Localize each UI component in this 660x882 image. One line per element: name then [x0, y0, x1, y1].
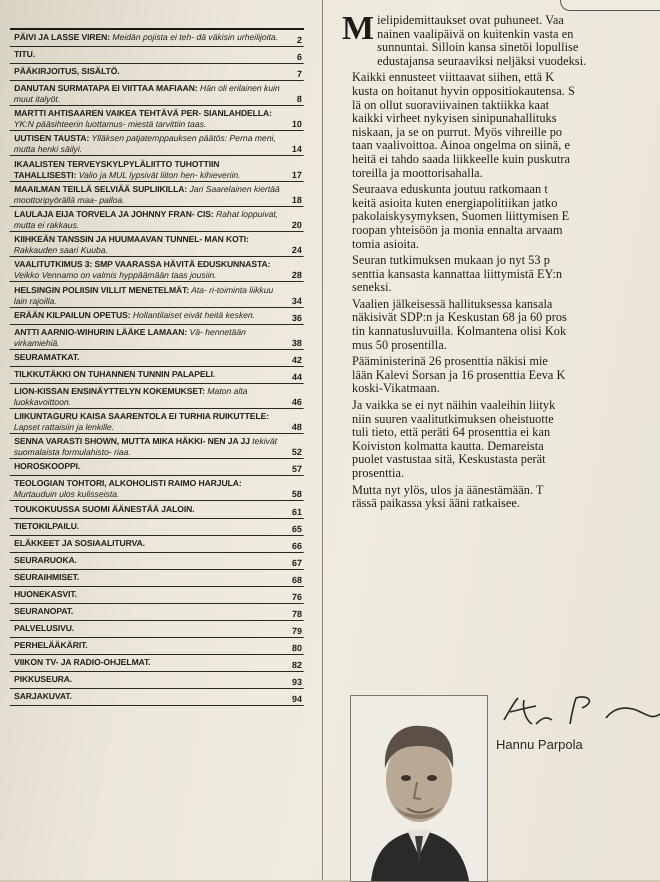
- toc-description: Ata- ri-toiminta liikkuu lain rajoilla.: [14, 285, 274, 306]
- toc-headline: HOROSKOOPPI.: [14, 461, 80, 471]
- toc-page-number: 61: [292, 507, 302, 517]
- toc-headline: PERHELÄÄKÄRIT.: [14, 640, 88, 650]
- toc-page-number: 79: [292, 626, 302, 636]
- author-photo: [350, 695, 488, 882]
- toc-headline: UUTISEN TAUSTA:: [14, 133, 89, 143]
- article-line: niskaan, ja se on purrut. Myös vihreille po: [342, 126, 660, 140]
- toc-page-number: 24: [292, 245, 302, 255]
- toc-page-number: 34: [292, 296, 302, 306]
- article-paragraph: [342, 183, 660, 251]
- article-line: Vaalien jälkeisessä hallituksessa kansala: [342, 298, 660, 312]
- toc-description: Ylläksen patjatemppauksen päätös: Perna meni, mutta henki säilyi.: [14, 133, 276, 154]
- toc-description: YK:N pääsihteerin luottamus- miestä tarvittiin taas.: [14, 119, 207, 129]
- toc-description: Valio ja MUL lypsivät liiton hen- kihieveriin.: [76, 169, 241, 179]
- article-line: tuli tieto, että peräti 64 prosenttia ei kan: [342, 426, 660, 440]
- toc-page-number: 80: [292, 643, 302, 653]
- toc-item: [10, 604, 305, 621]
- toc-item: [10, 182, 305, 207]
- toc-headline: SEURAIHMISET.: [14, 572, 79, 582]
- toc-text: [14, 572, 302, 583]
- editorial-article: [342, 14, 660, 514]
- article-line: Ja vaikka se ei nyt näihin vaaleihin liityk: [342, 399, 660, 413]
- toc-headline: SENNA VARASTI SHOWN, MUTTA MIKA HÄKKI- NEN JA JJ: [14, 436, 250, 446]
- toc-item: [10, 157, 305, 182]
- toc-item: [10, 47, 305, 64]
- article-line: koski-Vikatmaan.: [342, 382, 660, 396]
- toc-headline: LAULAJA EIJA TORVELA JA JOHNNY FRAN- CIS:: [14, 209, 214, 219]
- toc-item: [10, 232, 305, 257]
- article-paragraph: [342, 355, 660, 396]
- toc-text: [14, 691, 302, 702]
- toc-headline: TOUKOKUUSSA SUOMI ÄÄNESTÄÄ JALOIN.: [14, 504, 195, 514]
- toc-item: [10, 621, 305, 638]
- toc-description: Veikko Vennamo on valmis hyppäämään taas jousiin.: [14, 270, 217, 280]
- article-line: seneksi.: [342, 281, 660, 295]
- toc-text: [14, 461, 302, 472]
- toc-text: [14, 623, 302, 634]
- toc-text: [14, 369, 302, 380]
- toc-headline: TITU.: [14, 49, 35, 59]
- table-of-contents: [10, 28, 304, 706]
- toc-headline: ANTTI AARNIO-WIHURIN LÄÄKE LAMAAN:: [14, 327, 187, 337]
- toc-page-number: 17: [292, 170, 302, 180]
- toc-item: [10, 672, 305, 689]
- toc-page-number: 42: [292, 355, 302, 365]
- toc-item: [10, 384, 305, 409]
- toc-item: [10, 459, 305, 476]
- toc-text: [14, 674, 302, 685]
- article-line: keitä asioita kuten energiapolitiikan jatko: [342, 197, 660, 211]
- article-line: rässä paikassa yksi ääni ratkaisee.: [342, 497, 660, 511]
- toc-text: [14, 32, 302, 43]
- toc-item: [10, 308, 305, 325]
- toc-headline: IKAALISTEN TERVEYSKYLPYLÄLIITTO TUHOTTIIN TAHALLISESTI:: [14, 159, 220, 180]
- article-paragraph: [342, 71, 660, 180]
- article-line: lään Kalevi Sorsan ja 16 prosenttia Eeva K: [342, 369, 660, 383]
- toc-headline: VAALITUTKIMUS 3: SMP VAARASSA HÄVITÄ EDUSKUNNASTA:: [14, 259, 271, 269]
- toc-item: [10, 64, 305, 81]
- toc-text: [14, 310, 302, 321]
- toc-text: [14, 478, 303, 499]
- toc-page-number: 58: [292, 490, 302, 500]
- article-line: toreilla ja moottorisahalla.: [342, 167, 660, 181]
- toc-text: [14, 606, 302, 617]
- toc-item: [10, 502, 305, 519]
- toc-text: [14, 504, 302, 515]
- toc-page-number: 46: [292, 397, 302, 407]
- toc-headline: SARJAKUVAT.: [14, 691, 72, 701]
- toc-text: [14, 352, 302, 363]
- toc-text: [14, 327, 303, 348]
- toc-item: [10, 587, 305, 604]
- article-line: taan vaalivoittoa. Ainoa ongelma on siinä, e: [342, 139, 660, 153]
- toc-headline: TEOLOGIAN TOHTORI, ALKOHOLISTI RAIMO HARJULA:: [14, 478, 242, 488]
- article-line: tin kannatusluvuilla. Kolmantena olisi Kok: [342, 325, 660, 339]
- toc-item: [10, 570, 305, 587]
- toc-text: [14, 657, 302, 668]
- drop-cap: M: [342, 15, 374, 43]
- toc-text: [14, 83, 303, 104]
- article-line: kaikki virheet nykyisen sinipunahallituks: [342, 112, 660, 126]
- article-line: senttia kansasta kannattaa liittymistä EY:n: [342, 268, 660, 282]
- toc-text: [14, 133, 303, 154]
- toc-item: [10, 283, 305, 308]
- toc-headline: ELÄKKEET JA SOSIAALITURVA.: [14, 538, 145, 548]
- toc-page-number: 7: [297, 69, 302, 79]
- toc-item: [10, 131, 305, 156]
- toc-text: [14, 49, 302, 60]
- toc-text: [14, 234, 303, 255]
- toc-item: [10, 655, 305, 672]
- toc-item: [10, 350, 305, 367]
- toc-page-number: 38: [292, 338, 302, 348]
- toc-page-number: 48: [292, 422, 302, 432]
- toc-page-number: 18: [292, 195, 302, 205]
- article-line: tomia asioita.: [342, 238, 660, 252]
- signature-caption: Hannu Parpola: [496, 737, 583, 752]
- toc-headline: LION-KISSAN ENSINÄYTTELYN KOKEMUKSET:: [14, 386, 205, 396]
- toc-description: Hän oli erilainen kuin muut italyöt.: [14, 83, 280, 104]
- article-paragraph: [342, 399, 660, 481]
- toc-text: [14, 555, 302, 566]
- toc-page-number: 66: [292, 541, 302, 551]
- toc-page-number: 28: [292, 271, 302, 281]
- toc-page-number: 2: [297, 35, 302, 45]
- toc-text: [14, 386, 303, 407]
- toc-item: [10, 81, 305, 106]
- toc-description: Vä- hennetään virkamiehiä.: [14, 327, 246, 348]
- toc-headline: PÄIVI JA LASSE VIREN:: [14, 32, 110, 42]
- toc-item: [10, 106, 305, 131]
- toc-text: [14, 521, 302, 532]
- toc-page-number: 8: [297, 94, 302, 104]
- toc-item: [10, 689, 305, 706]
- toc-text: [14, 411, 303, 432]
- toc-item: [10, 409, 305, 434]
- toc-page-number: 67: [292, 558, 302, 568]
- toc-text: [14, 66, 302, 77]
- toc-page-number: 6: [297, 52, 302, 62]
- toc-page-number: 14: [292, 145, 302, 155]
- toc-item: [10, 638, 305, 655]
- toc-item: [10, 30, 305, 47]
- toc-page-number: 20: [292, 220, 302, 230]
- toc-item: [10, 257, 305, 282]
- signature: [496, 690, 660, 732]
- toc-page-number: 76: [292, 592, 302, 602]
- toc-headline: TIETOKILPAILU.: [14, 521, 79, 531]
- toc-item: [10, 434, 305, 459]
- article-line: heitä ei tahdo saada liikkeelle kuin puskutra: [342, 153, 660, 167]
- toc-page-number: 10: [292, 119, 302, 129]
- article-paragraph: [377, 14, 660, 68]
- toc-text: [14, 640, 302, 651]
- toc-page-number: 36: [292, 313, 302, 323]
- toc-description: Jari Saarelainen kiertää moottoripyörällä maa- palloa.: [14, 184, 280, 205]
- portrait-illustration: [351, 696, 487, 881]
- toc-page-number: 82: [292, 660, 302, 670]
- toc-headline: MARTTI AHTISAAREN VAIKEA TEHTÄVÄ PER- SIANLAHDELLA:: [14, 108, 272, 118]
- toc-description: Murtauduin ulos kulisseista.: [14, 489, 120, 499]
- article-line: Pääministerinä 26 prosenttia näkisi mie: [342, 355, 660, 369]
- article-line: niin suuren vaalitutkimuksen oheistuotte: [342, 413, 660, 427]
- toc-headline: KIIHKEÄN TANSSIN JA HUUMAAVAN TUNNEL- MAN KOTI:: [14, 234, 249, 244]
- toc-page-number: 52: [292, 447, 302, 457]
- toc-text: [14, 589, 302, 600]
- toc-headline: PALVELUSIVU.: [14, 623, 74, 633]
- toc-page-number: 68: [292, 575, 302, 585]
- toc-headline: PIKKUSEURA.: [14, 674, 72, 684]
- article-line: Koiviston kolmatta kautta. Demareista: [342, 440, 660, 454]
- toc-headline: HELSINGIN POLIISIN VILLIT MENETELMÄT:: [14, 285, 189, 295]
- toc-headline: TILKKUTÄKKI ON TUHANNEN TUNNIN PALAPELI.: [14, 369, 215, 379]
- article-line: roopan yhteisöön ja monia ennalta arvaam: [342, 224, 660, 238]
- article-line: Kaikki ennusteet viittaavat siihen, että K: [342, 71, 660, 85]
- article-line: näkisivät SDP:n ja Keskustan 68 ja 60 pros: [342, 311, 660, 325]
- toc-headline: SEURAMATKAT.: [14, 352, 80, 362]
- toc-headline: PÄÄKIRJOITUS, SISÄLTÖ.: [14, 66, 120, 76]
- toc-description: Hollantilaiset eivät heitä kesken.: [130, 310, 255, 320]
- column-divider: [322, 0, 323, 880]
- toc-page-number: 65: [292, 524, 302, 534]
- toc-text: [14, 184, 303, 205]
- toc-text: [14, 538, 302, 549]
- toc-item: [10, 207, 305, 232]
- toc-headline: MAAILMAN TEILLÄ SELVIÄÄ SUPLIIKILLA:: [14, 184, 187, 194]
- toc-text: [14, 159, 303, 180]
- article-line: ielipidemittaukset ovat puhuneet. Vaa: [377, 14, 660, 28]
- toc-item: [10, 325, 305, 350]
- toc-description: tekivät suomalaista formulahisto- riaa.: [14, 436, 278, 457]
- article-line: sunnuntai. Silloin kansa sinetöi lopullise: [377, 41, 660, 55]
- toc-page-number: 57: [292, 464, 302, 474]
- article-line: Mutta nyt ylös, ulos ja äänestämään. T: [342, 484, 660, 498]
- toc-text: [14, 436, 303, 457]
- article-paragraph: [342, 484, 660, 511]
- toc-headline: HUONEKASVIT.: [14, 589, 77, 599]
- toc-item: [10, 553, 305, 570]
- toc-headline: ERÄÄN KILPAILUN OPETUS:: [14, 310, 131, 320]
- toc-page-number: 94: [292, 694, 302, 704]
- toc-item: [10, 476, 305, 501]
- article-line: Seuran tutkimuksen mukaan jo nyt 53 p: [342, 254, 660, 268]
- toc-headline: VIIKON TV- JA RADIO-OHJELMAT.: [14, 657, 151, 667]
- article-paragraph: [342, 298, 660, 352]
- toc-description: Meidän pojista ei teh- dä väkisin urheilijoita.: [110, 32, 279, 42]
- toc-headline: SEURARUOKA.: [14, 555, 77, 565]
- toc-page-number: 78: [292, 609, 302, 619]
- toc-text: [14, 108, 303, 129]
- article-line: kusta on hoitanut hyvin oppositiokautensa. S: [342, 85, 660, 99]
- toc-headline: DANUTAN SURMATAPA EI VIITTAA MAFIAAN:: [14, 83, 198, 93]
- article-line: Seuraava eduskunta joutuu ratkomaan t: [342, 183, 660, 197]
- toc-item: [10, 536, 305, 553]
- article-paragraph: [342, 254, 660, 295]
- toc-text: [14, 259, 303, 280]
- toc-page-number: 93: [292, 677, 302, 687]
- toc-item: [10, 367, 305, 384]
- toc-text: [14, 285, 303, 306]
- article-line: puolet vastustaa sitä, Keskustasta perät: [342, 453, 660, 467]
- article-line: pakolaiskysymyksen, Suomen liittymisen E: [342, 210, 660, 224]
- toc-description: Rakkauden saari Kuuba.: [14, 245, 108, 255]
- article-line: prosenttia.: [342, 467, 660, 481]
- toc-item: [10, 519, 305, 536]
- toc-description: Rahat loppuivat, mutta ei rakkaus.: [14, 209, 279, 230]
- toc-page-number: 44: [292, 372, 302, 382]
- article-line: nainen vaalipäivä on kuitenkin vasta en: [377, 28, 660, 42]
- heading-strip: [560, 0, 660, 11]
- toc-text: [14, 209, 303, 230]
- article-line: lä on ollut suoraviivainen taktiikka kaat: [342, 99, 660, 113]
- toc-headline: SEURANOPAT.: [14, 606, 74, 616]
- toc-headline: LIIKUNTAGURU KAISA SAARENTOLA EI TURHIA RUIKUTTELE:: [14, 411, 269, 421]
- toc-description: Lapset rattaisiin ja lenkille.: [14, 422, 115, 432]
- article-line: mus 50 prosentilla.: [342, 339, 660, 353]
- toc-description: Maton alta luokkavoittoon.: [14, 386, 248, 407]
- article-line: edustajansa seuraaviksi neljäksi vuodeksi.: [377, 55, 660, 69]
